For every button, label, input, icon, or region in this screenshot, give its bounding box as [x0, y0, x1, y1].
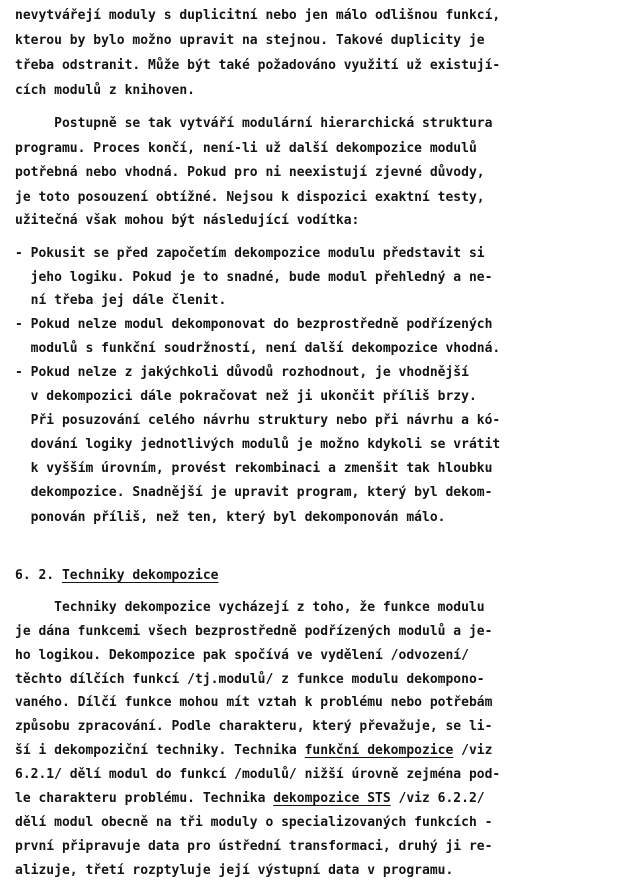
- text-line: těchto dílčích funkcí /tj.modulů/ z funkce modulu dekompono-: [15, 672, 485, 687]
- text-line: cích modulů z knihoven.: [15, 83, 196, 98]
- term-funkcni-dekompozice: funkční dekompozice: [304, 743, 454, 758]
- term-dekompozice-sts: dekompozice STS: [273, 791, 391, 806]
- section-heading: [15, 564, 219, 588]
- text-segment: /viz 6.2.2/: [390, 791, 485, 806]
- text-line: [15, 787, 485, 811]
- text-line: třeba odstranit. Může být také požadováno využití už existují-: [15, 58, 501, 73]
- bullet-line: modulů s funkční soudržností, není další dekompozice vhodná.: [15, 341, 501, 356]
- text-line: vaného. Dílčí funkce mohou mít vztah k problému nebo potřebám: [15, 695, 493, 710]
- bullet-line: k vyšším úrovním, provést rekombinaci a zmenšit tak hloubku: [15, 461, 493, 476]
- text-line: potřebná nebo vhodná. Pokud pro ni neexistují zjevné důvody,: [15, 165, 485, 180]
- text-line: první připravuje data pro ústřední transformaci, druhý ji re-: [15, 839, 493, 854]
- text-line: je toto posouzení obtížné. Nejsou k dispozici exaktní testy,: [15, 190, 485, 205]
- bullet-line: Při posuzování celého návrhu struktury nebo při návrhu a kó-: [15, 413, 501, 428]
- section-title: Techniky dekompozice: [61, 568, 219, 583]
- bullet-line: ponován příliš, než ten, který byl dekomponován málo.: [15, 510, 446, 525]
- text-line: způsobu zpracování. Podle charakteru, který převažuje, se li-: [15, 719, 493, 734]
- bullet-line: dování logiky jednotlivých modulů je možno kdykoli se vrátit: [15, 437, 501, 452]
- text-line: alizuje, třetí rozptyluje její výstupní data v programu.: [15, 863, 454, 878]
- bullet-line: jeho logiku. Pokud je to snadné, bude modul přehledný a ne-: [15, 270, 493, 285]
- bullet-line: ní třeba jej dále členit.: [15, 293, 227, 308]
- bullet-line: dekompozice. Snadnější je upravit program, který byl dekom-: [15, 485, 493, 500]
- text-segment: ší i dekompoziční techniky. Technika: [15, 743, 305, 758]
- text-line: Postupně se tak vytváří modulární hierarchická struktura: [15, 116, 493, 131]
- bullet-line: - Pokud nelze modul dekomponovat do bezprostředně podřízených: [15, 317, 493, 332]
- bullet-line: - Pokusit se před započetím dekompozice modulu představit si: [15, 246, 485, 261]
- text-segment: /viz: [453, 743, 493, 758]
- text-line: programu. Proces končí, není-li už další dekompozice modulů: [15, 141, 477, 156]
- text-segment: le charakteru problému. Technika: [15, 791, 274, 806]
- text-line: užitečná však mohou být následující vodítka:: [15, 213, 360, 228]
- section-number: 6. 2.: [15, 568, 62, 583]
- text-line: nevytvářejí moduly s duplicitní nebo jen málo odlišnou funkcí,: [15, 8, 501, 23]
- text-line: [15, 739, 492, 763]
- text-line: Techniky dekompozice vycházejí z toho, že funkce modulu: [15, 600, 485, 615]
- text-line: 6.2.1/ dělí modul do funkcí /modulů/ nižší úrovně zejména pod-: [15, 767, 501, 782]
- text-line: ho logikou. Dekompozice pak spočívá ve vydělení /odvození/: [15, 648, 469, 663]
- text-line: kterou by bylo možno upravit na stejnou. Takové duplicity je: [15, 33, 485, 48]
- text-line: dělí modul obecně na tři moduly o specializovaných funkcích -: [15, 815, 493, 830]
- bullet-line: - Pokud nelze z jakýchkoli důvodů rozhodnout, je vhodnější: [15, 365, 469, 380]
- text-line: je dána funkcemi všech bezprostředně podřízených modulů a je-: [15, 624, 493, 639]
- bullet-line: v dekompozici dále pokračovat než ji ukončit příliš brzy.: [15, 389, 477, 404]
